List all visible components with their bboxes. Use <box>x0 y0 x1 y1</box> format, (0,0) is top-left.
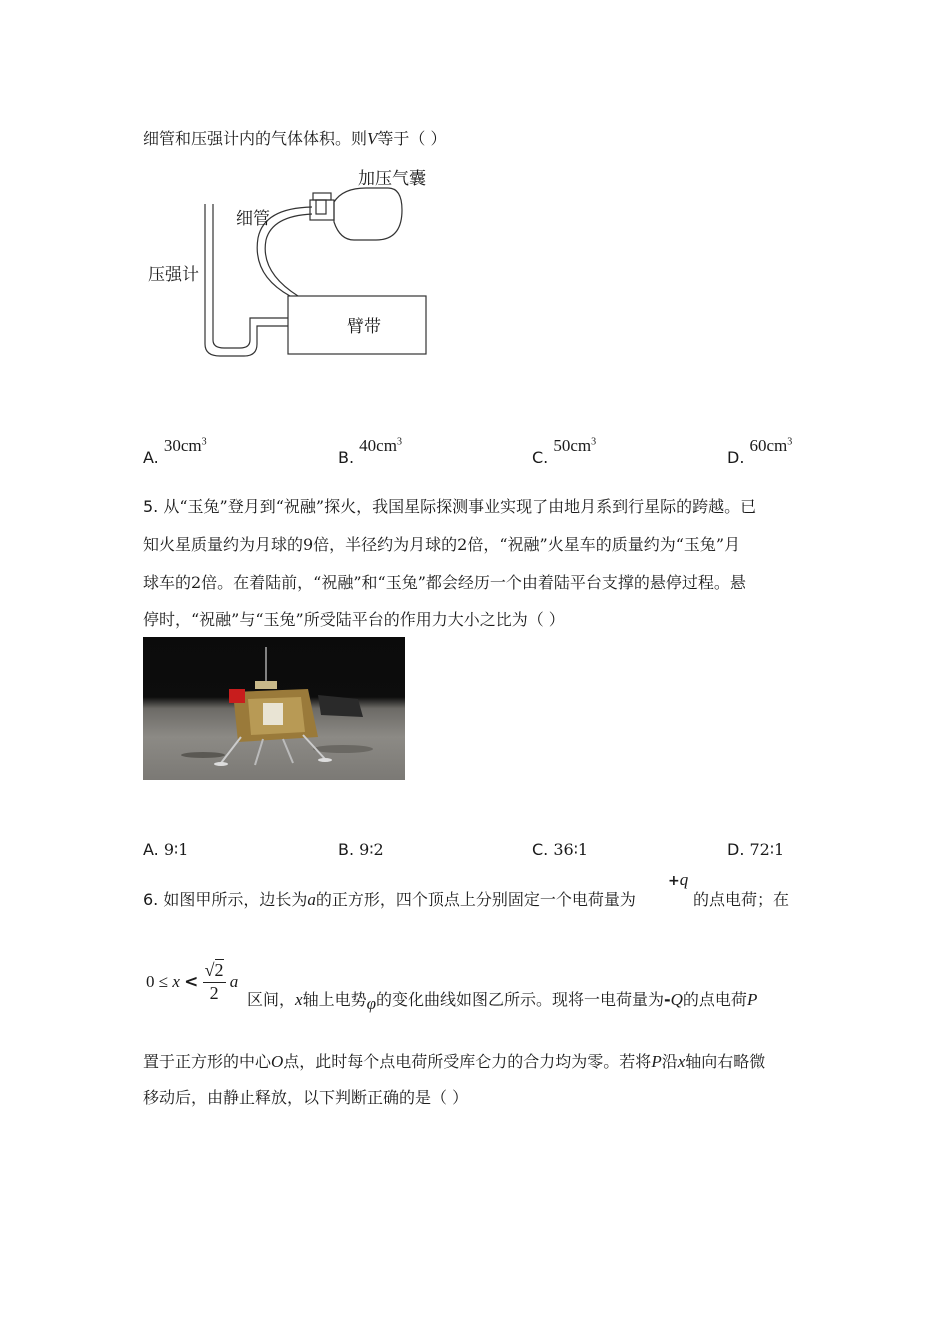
var-x: x <box>677 1052 686 1071</box>
question-text: 的变化曲线如图乙所示。现将一电荷量为 <box>375 990 664 1009</box>
q5-option-b[interactable] <box>338 840 384 859</box>
option-value: 9∶1 <box>163 840 189 859</box>
var-phi: φ <box>366 994 376 1013</box>
label-arm-cuff: 臂带 <box>347 317 381 337</box>
option-value: 72∶1 <box>749 840 785 859</box>
label-thin-tube: 细管 <box>236 209 270 229</box>
question-number: 6. <box>143 890 159 909</box>
question-text: 的正方形，四个顶点上分别固定一个电荷量为 <box>315 890 636 909</box>
option-value: $40cm^3$ <box>359 436 402 455</box>
intro-line <box>143 126 447 149</box>
question-text: 置于正方形的中心 <box>143 1052 272 1071</box>
option-label: A. <box>143 840 159 859</box>
option-label: C. <box>532 840 549 859</box>
q5-option-a[interactable] <box>143 840 188 859</box>
q6-line-3 <box>143 1049 765 1072</box>
question-text: 轴向右略微 <box>685 1052 766 1071</box>
question-text: 从“玉兔”登月到“祝融”探火，我国星际探测事业实现了由地月系到行星际的跨越。已 <box>163 497 757 516</box>
option-label: B. <box>338 448 355 467</box>
valve-stem <box>316 200 326 214</box>
var-p: P <box>651 1052 662 1071</box>
q4-option-a[interactable] <box>143 436 207 467</box>
option-value: 9∶2 <box>359 840 384 859</box>
option-value: $50cm^3$ <box>553 436 597 455</box>
q6-line-4: 移动后，由静止释放，以下判断正确的是（ ） <box>143 1088 469 1107</box>
q4-option-c[interactable] <box>532 436 597 467</box>
q5-line-4: 停时，“祝融”与“玉兔”所受陆平台的作用力大小之比为（ ） <box>143 610 565 629</box>
var-x: x <box>295 990 303 1009</box>
question-text: 点，此时每个点电荷所受库仑力的合力均为零。若将 <box>283 1052 652 1071</box>
question-number: 5. <box>143 497 159 516</box>
less-than: < <box>184 972 199 992</box>
intro-text: 细管和压强计内的气体体积。则 <box>143 129 368 148</box>
bulb-outline <box>334 188 402 240</box>
neg-sign: - <box>664 990 671 1009</box>
q6-line-1-end: 的点电荷；在 <box>693 890 790 909</box>
intro-text-end: 等于（ ） <box>377 129 447 148</box>
label-pressure-gauge: 压强计 <box>148 265 199 285</box>
q6-line-1 <box>143 887 636 910</box>
question-text: 区间， <box>247 990 296 1009</box>
var-q: Q <box>670 990 683 1009</box>
charge-plus-q: +q <box>668 870 689 889</box>
fraction-denominator: 2 <box>209 983 219 1003</box>
q4-option-d[interactable] <box>727 436 793 467</box>
question-text: 如图甲所示，边长为 <box>163 890 308 909</box>
q5-line-3: 球车的2倍。在着陆前，“祝融”和“玉兔”都会经历一个由着陆平台支撑的悬停过程。悬 <box>143 573 746 592</box>
question-text: 的点电荷 <box>682 990 747 1009</box>
question-text: 沿 <box>661 1052 678 1071</box>
lander-illustration <box>143 637 405 780</box>
option-value: $30cm^3$ <box>163 436 207 455</box>
range-expression <box>146 960 238 1004</box>
fraction-sqrt2-over-2 <box>203 960 226 1004</box>
label-pressurizing-bulb: 加压气囊 <box>358 169 426 189</box>
pressure-apparatus-diagram <box>140 160 440 370</box>
var-p: P <box>746 990 758 1009</box>
question-text: 轴上电势 <box>302 990 367 1009</box>
option-label: C. <box>532 448 549 467</box>
range-left: 0 ≤ <box>146 972 169 991</box>
valve-body <box>310 200 334 220</box>
var-o: O <box>271 1052 284 1071</box>
q5-line-1 <box>143 494 756 517</box>
valve-cap <box>313 193 331 200</box>
var-a: a <box>307 890 316 909</box>
option-label: A. <box>143 448 159 467</box>
q6-line-2 <box>247 987 758 1013</box>
fraction-numerator: √2 <box>203 960 226 983</box>
lunar-lander-photo <box>143 637 405 780</box>
var-v: V <box>367 129 378 148</box>
q5-option-c[interactable] <box>532 840 588 859</box>
var-a: a <box>229 972 239 991</box>
var-x: x <box>172 972 180 991</box>
option-value: $60cm^3$ <box>749 436 793 455</box>
option-label: D. <box>727 840 745 859</box>
option-value: 36∶1 <box>553 840 589 859</box>
q5-line-2: 知火星质量约为月球的9倍，半径约为月球的2倍，“祝融”火星车的质量约为“玉兔”月 <box>143 535 741 554</box>
q4-option-b[interactable] <box>338 436 402 467</box>
q5-option-d[interactable] <box>727 840 784 859</box>
option-label: D. <box>727 448 745 467</box>
option-label: B. <box>338 840 355 859</box>
